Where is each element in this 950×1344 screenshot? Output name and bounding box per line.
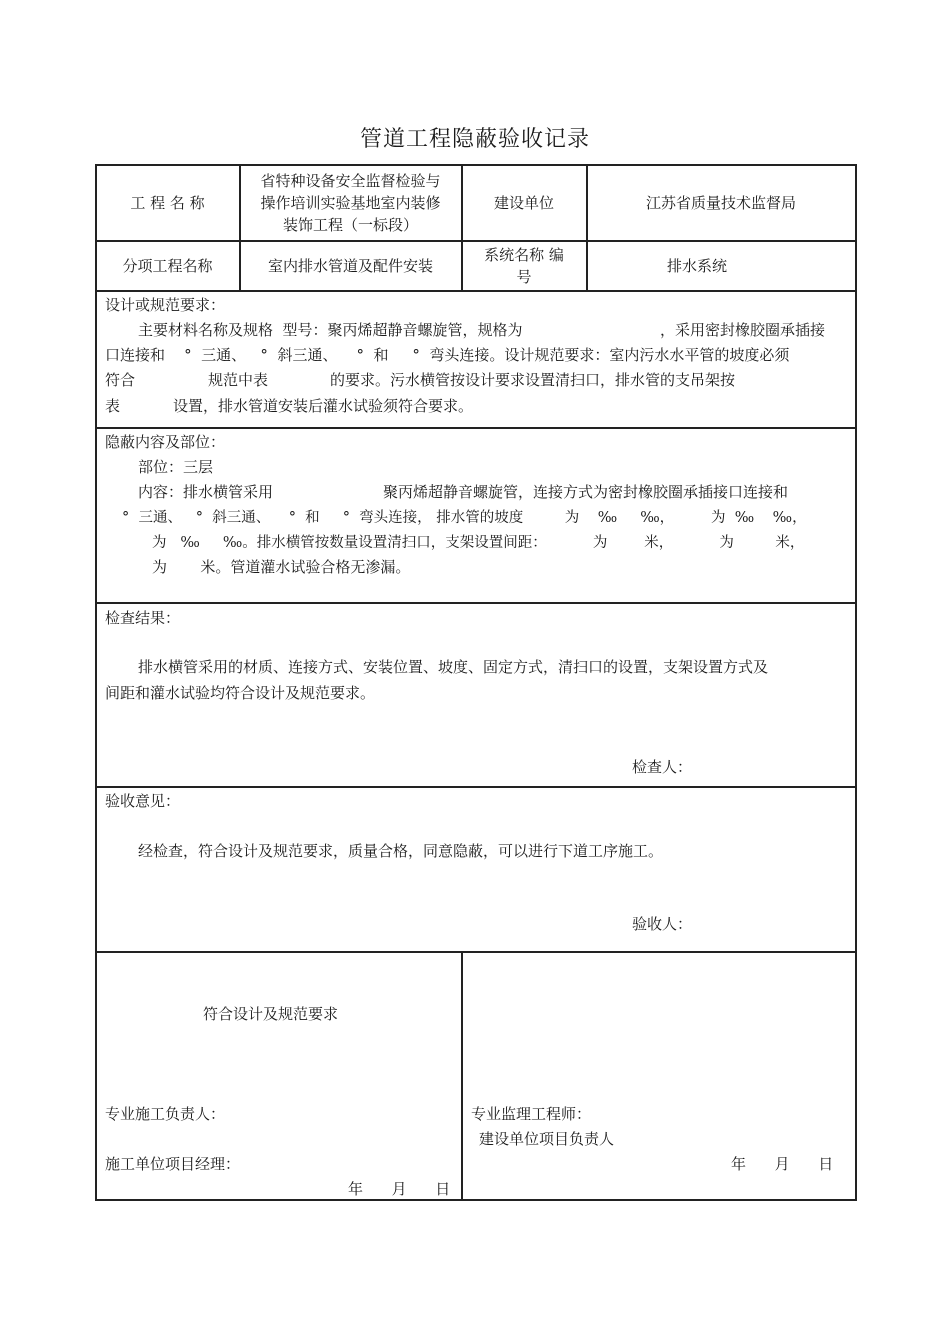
concealed-content: 为 米。管道灌水试验合格无渗漏。: [152, 558, 411, 576]
system-label-line: 号: [516, 267, 532, 286]
inspector-label: 检查人：: [632, 758, 693, 776]
page-title: 管道工程隐蔽验收记录: [359, 127, 590, 152]
builder-label: 建设单位: [493, 193, 554, 212]
design-text: 设置，排水管道安装后灌水试验须符合要求。: [173, 397, 474, 415]
check-label: 检查结果：: [105, 609, 181, 627]
design-text: 规范中表: [208, 371, 269, 389]
left-date: 年 月 日: [348, 1180, 451, 1198]
builder-value: 江苏省质量技术监督局: [645, 193, 796, 212]
table-left-border: [95, 164, 97, 1200]
row-divider: [95, 290, 857, 292]
project-name-value: [240, 165, 461, 240]
design-label: 设计或规范要求：: [105, 296, 226, 314]
row-divider: [95, 602, 857, 604]
check-text: 排水横管采用的材质、连接方式、安装位置、坡度、固定方式，清扫口的设置，支架设置方式及: [138, 658, 769, 676]
acceptor-label: 验收人：: [632, 915, 693, 933]
design-text: 的要求。污水横管按设计要求设置清扫口，排水管的支吊架按: [330, 371, 736, 389]
project-name-label: 工 程 名 称: [130, 193, 205, 212]
system-label: [462, 241, 586, 290]
project-manager-label: 施工单位项目经理：: [105, 1155, 241, 1173]
design-text: 主要材料名称及规格 型号：聚丙烯超静音螺旋管，规格为: [138, 321, 523, 339]
row-divider: [95, 951, 857, 953]
project-name-line: 省特种设备安全监督检验与: [260, 171, 441, 190]
design-text: ，采用密封橡胶圈承插接: [660, 321, 826, 339]
construction-lead-label: 专业施工负责人：: [105, 1105, 226, 1123]
concealed-content: ° 三通、 ° 斜三通、 ° 和 ° 弯头连接， 排水管的坡度 为 ‰ ‰， 为 ‰ ‰，: [122, 510, 807, 526]
concealed-content: 内容：排水横管采用: [138, 483, 274, 501]
owner-lead-label: 建设单位项目负责人: [479, 1130, 615, 1148]
row-divider: [95, 786, 857, 788]
project-name-line: 操作培训实验基地室内装修: [260, 193, 441, 212]
sub-project-value: 室内排水管道及配件安装: [267, 256, 433, 275]
design-text: 口连接和 ° 三通、 ° 斜三通、 ° 和 ° 弯头连接。设计规范要求：室内污水水平管的坡度必须: [105, 346, 790, 364]
design-text: 符合: [105, 371, 136, 389]
sub-project-label: 分项工程名称: [122, 256, 213, 275]
left-conclusion: 符合设计及规范要求: [203, 1005, 339, 1023]
system-label-line: 系统名称 编: [484, 245, 564, 264]
concealed-content: 为 ‰ ‰。排水横管按数量设置清扫口，支架设置间距： 为 米， 为 米，: [152, 535, 805, 551]
project-name-line: 装饰工程（一标段）: [282, 215, 418, 234]
table-right-border: [855, 164, 857, 1200]
concealed-label: 隐蔽内容及部位：: [105, 433, 226, 451]
concealed-content: 聚丙烯超静音螺旋管，连接方式为密封橡胶圈承插接口连接和: [383, 483, 789, 501]
concealed-location: 部位：三层: [138, 458, 214, 476]
column-divider: [461, 951, 463, 1200]
row-divider: [95, 427, 857, 429]
right-date: 年 月 日: [731, 1155, 834, 1173]
accept-text: 经检查，符合设计及规范要求，质量合格，同意隐蔽，可以进行下道工序施工。: [138, 842, 664, 860]
supervisor-label: 专业监理工程师：: [471, 1105, 592, 1123]
accept-label: 验收意见：: [105, 792, 181, 810]
system-value: 排水系统: [666, 256, 727, 275]
table-bottom-border: [95, 1199, 857, 1201]
check-text: 间距和灌水试验均符合设计及规范要求。: [105, 684, 376, 702]
design-text: 表: [105, 397, 121, 415]
